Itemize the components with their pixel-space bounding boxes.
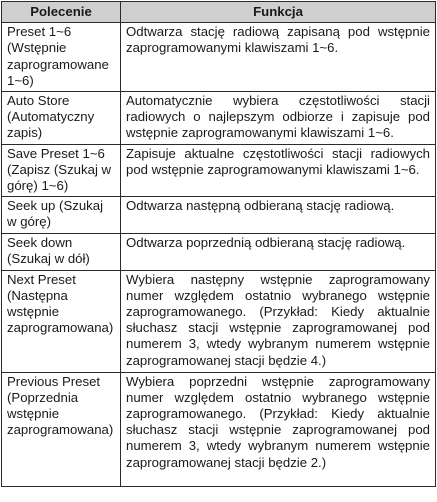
function-cell: Odtwarza poprzednią odbieraną stację radiową.: [121, 234, 436, 270]
command-cell: Save Preset 1~6 (Zapisz (Szukaj w górę) 1~6): [2, 144, 121, 197]
function-cell: Odtwarza stację radiową zapisaną pod wstępnie zaprogramowanymi klawiszami 1~6.: [121, 23, 436, 92]
table-row: [2, 234, 436, 270]
table-row: [2, 372, 436, 486]
function-cell: Zapisuje aktualne częstotliwości stacji radiowych pod wstępnie zaprogramowanymi klawiszami 1~6.: [121, 144, 436, 197]
table-row: [2, 92, 436, 145]
command-cell: Seek down (Szukaj w dół): [2, 234, 121, 270]
command-cell: Auto Store (Automatyczny zapis): [2, 92, 121, 145]
table-row: [2, 270, 436, 372]
table-row: [2, 23, 436, 92]
command-cell: Previous Preset (Poprzednia wstępnie zaprogramowana): [2, 372, 121, 486]
function-cell: Odtwarza następną odbieraną stację radiową.: [121, 197, 436, 234]
table-row: [2, 197, 436, 234]
header-function: Funkcja: [121, 2, 436, 23]
command-table-container: [1, 1, 435, 487]
table-row: [2, 144, 436, 197]
function-cell: Automatycznie wybiera częstotliwości stacji radiowych o najlepszym odbiorze i zapisuje pod wstępnie zaprogramowanymi klawiszami 1~6.: [121, 92, 436, 145]
function-cell: Wybiera następny wstępnie zaprogramowany numer względem ostatnio wybranego wstępnie zaprogramowanego. (Przykład: Kiedy aktualnie słuchasz stacji wstępnie zaprogramowanej pod numerem 3, wtedy wybranym numerem wstępnie zaprogramowanej stacji będzie 4.): [121, 270, 436, 372]
command-cell: Next Preset (Następna wstępnie zaprogramowana): [2, 270, 121, 372]
header-row: [2, 2, 436, 23]
command-cell: Preset 1~6 (Wstępnie zaprogramowane 1~6): [2, 23, 121, 92]
command-cell: Seek up (Szukaj w górę): [2, 197, 121, 234]
header-command: Polecenie: [2, 2, 121, 23]
function-cell: Wybiera poprzedni wstępnie zaprogramowany numer względem ostatnio wybranego wstępnie zaprogramowanego. (Przykład: Kiedy aktualnie słuchasz stacji wstępnie zaprogramowanej pod numerem 3, wtedy wybranym numerem wstępnie zaprogramowanej stacji będzie 2.): [121, 372, 436, 486]
command-table: [1, 1, 436, 487]
